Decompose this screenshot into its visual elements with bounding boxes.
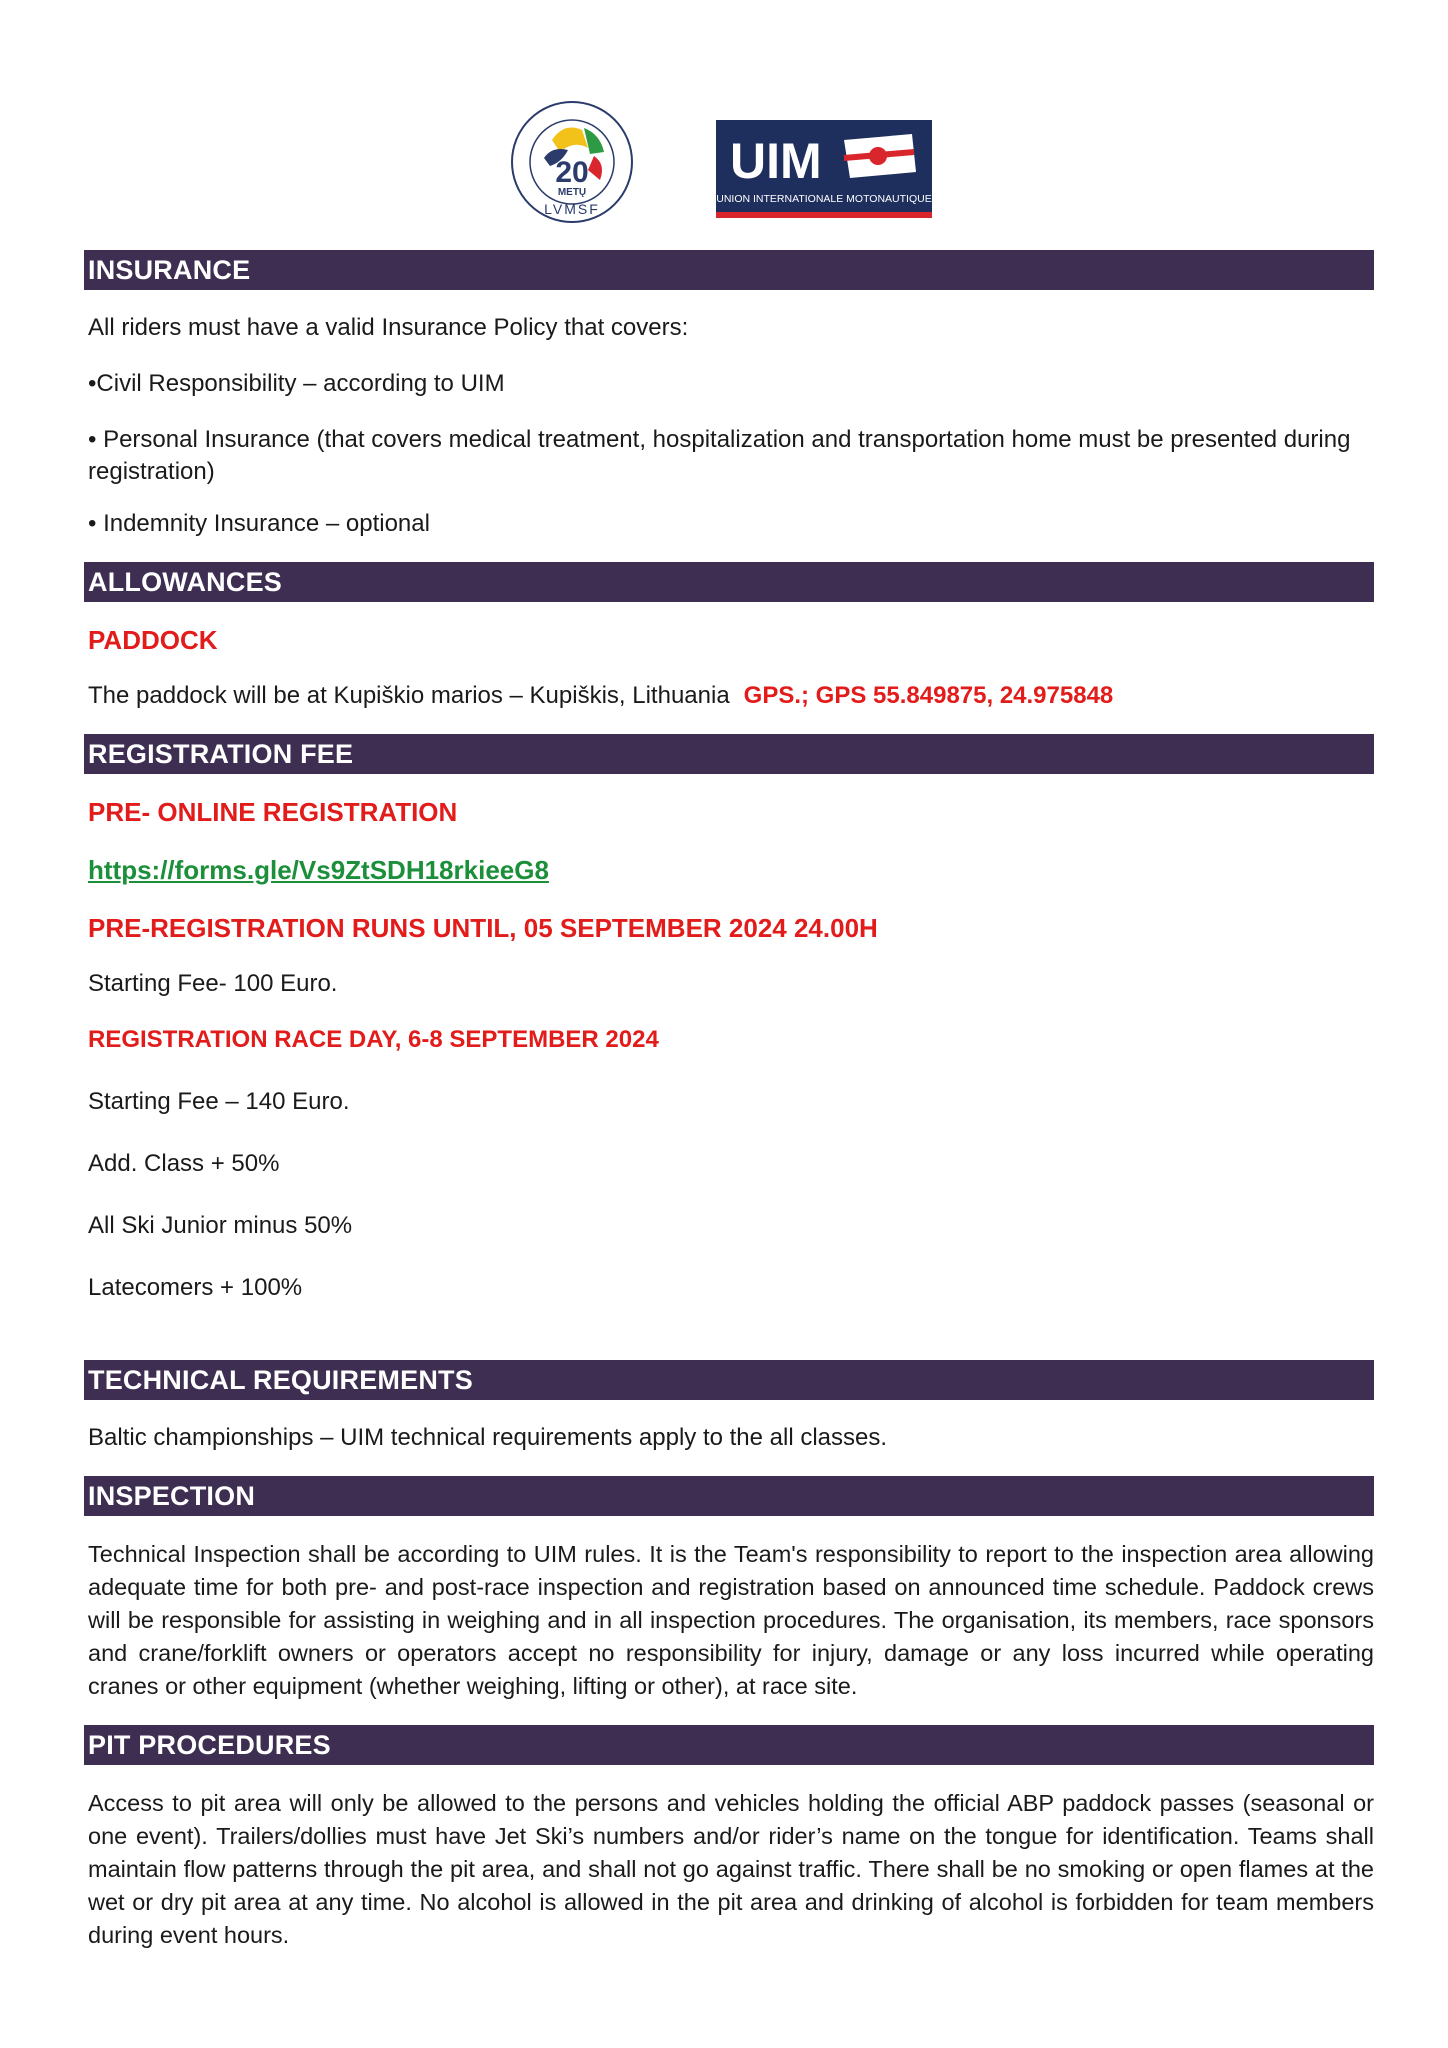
insurance-bullet-2: • Personal Insurance (that covers medical treatment, hospitalization and transportation home must be presented during registration) (88, 426, 1351, 485)
registration-heading: REGISTRATION FEE (84, 734, 1374, 774)
race-day-registration: REGISTRATION RACE DAY, 6-8 SEPTEMBER 2024 (88, 1026, 659, 1053)
paddock-text (84, 680, 1374, 712)
insurance-intro: All riders must have a valid Insurance Policy that covers: (88, 314, 689, 341)
uim-logo (716, 120, 932, 218)
insurance-heading: INSURANCE (84, 250, 1374, 290)
technical-text: Baltic championships – UIM technical requirements apply to the all classes. (88, 1424, 888, 1451)
paddock-location: The paddock will be at Kupiškio marios – Kupiškis, Lithuania (88, 682, 730, 709)
inspection-text: Technical Inspection shall be according to UIM rules. It is the Team's responsibility to report to the inspection area allowing adequate time for both pre- and post-race inspection and registration based on announced time schedule. Paddock crews will be responsible for assisting in weighing and in all inspection procedures. The organisation, its members, race sponsors and crane/forklift owners or operators accept no responsibility for injury, damage or any loss incurred while operating cranes or other equipment (whether weighing, lifting or other), at race site. (88, 1541, 1374, 1699)
pre-registration-deadline: PRE-REGISTRATION RUNS UNTIL, 05 SEPTEMBER 2024 24.00H (88, 913, 878, 943)
document-body (84, 250, 1374, 1952)
registration-link[interactable]: https://forms.gle/Vs9ZtSDH18rkieeG8 (88, 855, 549, 885)
uim-acronym: UIM (730, 133, 822, 189)
add-class-fee: Add. Class + 50% (88, 1150, 280, 1177)
latecomers-fee: Latecomers + 100% (88, 1274, 303, 1301)
inspection-heading: INSPECTION (84, 1476, 1374, 1516)
lvmsf-acronym: LVMSF (544, 201, 600, 217)
lvmsf-years-label: METŲ (557, 187, 587, 198)
pit-text: Access to pit area will only be allowed to the persons and vehicles holding the official ABP paddock passes (seasonal or one event). Trailers/dollies must have Jet Ski’s numbers and/or rider’s name on the tongue for identification. Teams shall maintain flow patterns through the pit area, and shall not go against traffic. There shall be no smoking or open flames at the wet or dry pit area at any time. No alcohol is allowed in the pit area and drinking of alcohol is forbidden for team members during event hours. (88, 1790, 1374, 1948)
allowances-heading: ALLOWANCES (84, 562, 1374, 602)
pit-heading: PIT PROCEDURES (84, 1725, 1374, 1765)
junior-discount: All Ski Junior minus 50% (88, 1212, 353, 1239)
pre-online-registration: PRE- ONLINE REGISTRATION (88, 797, 458, 827)
paddock-subheading: PADDOCK (88, 625, 218, 655)
paddock-gps: GPS.; GPS 55.849875, 24.975848 (743, 682, 1114, 709)
lvmsf-years: 20 (555, 156, 589, 189)
insurance-bullet-1: •Civil Responsibility – according to UIM (88, 370, 505, 397)
starting-fee-race: Starting Fee – 140 Euro. (88, 1088, 350, 1115)
uim-subtitle: UNION INTERNATIONALE MOTONAUTIQUE (716, 193, 932, 205)
technical-heading: TECHNICAL REQUIREMENTS (84, 1360, 1374, 1400)
insurance-bullet-3: • Indemnity Insurance – optional (88, 510, 430, 537)
starting-fee-pre: Starting Fee- 100 Euro. (88, 970, 338, 997)
logos-header (0, 100, 1448, 230)
lvmsf-logo (504, 100, 640, 224)
